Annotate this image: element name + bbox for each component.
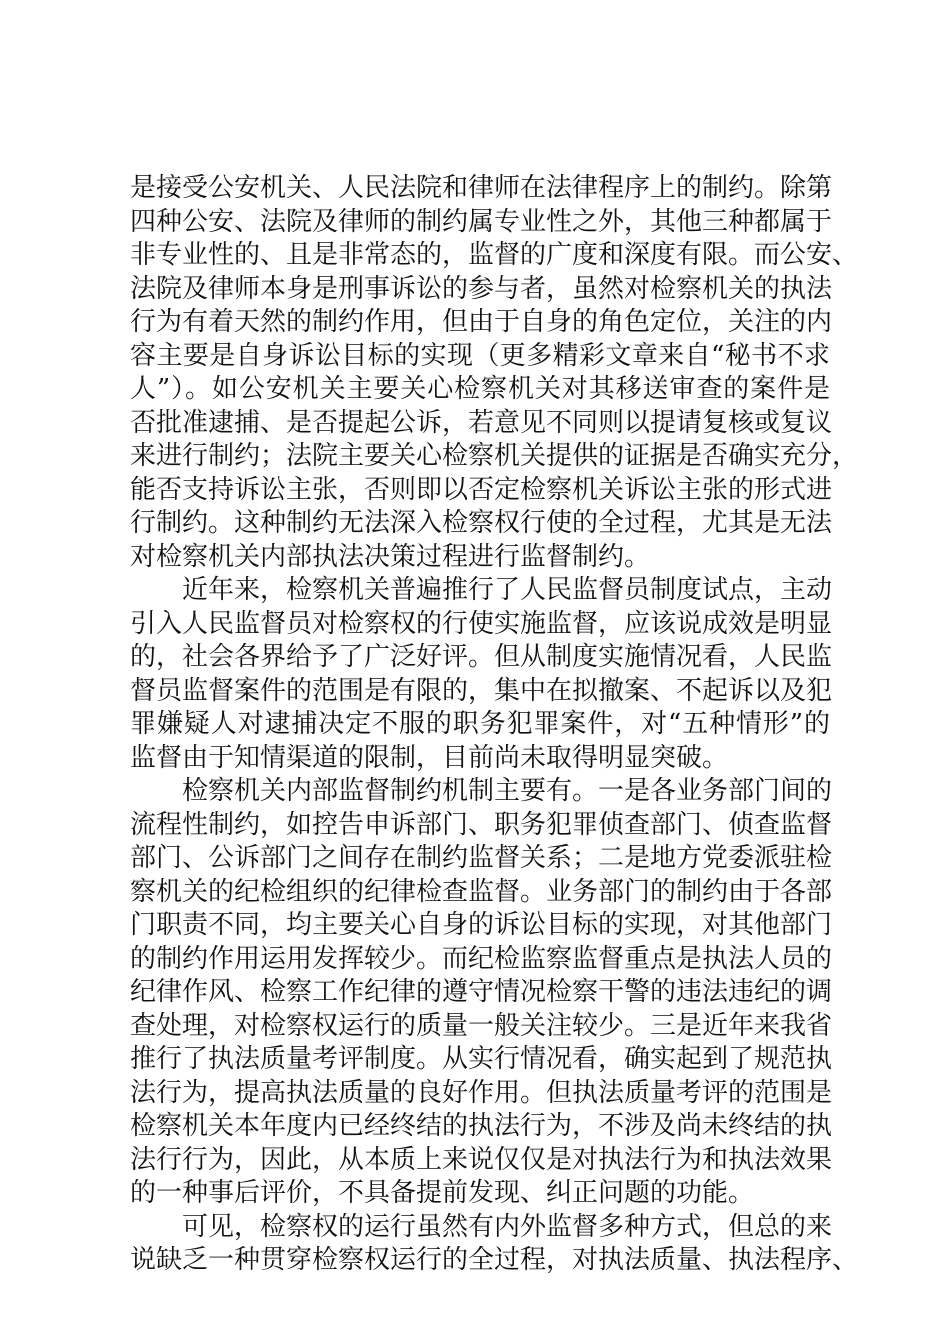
paragraph-2-line-6: 监督由于知情渠道的限制，目前尚未取得明显突破。 (130, 742, 729, 773)
paragraph-1-line-11: 行制约。这种制约无法深入检察权行使的全过程，尤其是无法 (130, 508, 833, 538)
paragraph-1-line-2: 四种公安、法院及律师的制约属专业性之外，其他三种都属于 (130, 206, 833, 237)
paragraph-3-line-2: 流程性制约，如控告申诉部门、职务犯罪侦查部门、侦查监督 (130, 809, 833, 840)
paragraph-2-line-4: 督员监督案件的范围是有限的，集中在拟撤案、不起诉以及犯 (130, 675, 833, 706)
paragraph-3-line-3: 部门、公诉部门之间存在制约监督关系；二是地方党委派驻检 (130, 843, 833, 873)
paragraph-3-line-5: 门职责不同，均主要关心自身的诉讼目标的实现，对其他部门 (130, 910, 833, 940)
document-body (130, 172, 859, 1278)
paragraph-1-line-10: 能否支持诉讼主张，否则即以否定检察机关诉讼主张的形式进 (130, 474, 833, 505)
paragraph-3-line-10: 法行为，提高执法质量的良好作用。但执法质量考评的范围是 (130, 1077, 833, 1108)
paragraph-1-line-6: 容主要是自身诉讼目标的实现（更多精彩文章来自“秘书不求 (130, 340, 830, 371)
paragraph-3-line-13: 的一种事后评价，不具备提前发现、纠正问题的功能。 (130, 1178, 755, 1208)
paragraph-1-line-1: 是接受公安机关、人民法院和律师在法律程序上的制约。除第 (130, 173, 833, 203)
paragraph-1-line-8: 否批准逮捕、是否提起公诉，若意见不同则以提请复核或复议 (130, 407, 833, 438)
paragraph-1-line-4: 法院及律师本身是刑事诉讼的参与者，虽然对检察机关的执法 (130, 273, 833, 304)
paragraph-4-line-1: 可见，检察权的运行虽然有内外监督多种方式，但总的来 (182, 1211, 833, 1242)
paragraph-3-line-1: 检察机关内部监督制约机制主要有。一是各业务部门间的 (182, 776, 833, 806)
paragraph-3-line-8: 查处理，对检察权运行的质量一般关注较少。三是近年来我省 (130, 1010, 833, 1041)
paragraph-1-line-9: 来进行制约；法院主要关心检察机关提供的证据是否确实充分， (130, 441, 859, 471)
paragraph-3-line-11: 检察机关本年度内已经终结的执法行为，不涉及尚未终结的执 (130, 1111, 833, 1141)
paragraph-3-line-7: 纪律作风、检察工作纪律的遵守情况检察干警的违法违纪的调 (130, 977, 833, 1007)
paragraph-1-line-3: 非专业性的、且是非常态的，监督的广度和深度有限。而公安、 (130, 240, 859, 270)
paragraph-2-line-2: 引入人民监督员对检察权的行使实施监督，应该说成效是明显 (130, 608, 833, 639)
paragraph-3-line-6: 的制约作用运用发挥较少。而纪检监察监督重点是执法人员的 (130, 943, 833, 974)
paragraph-3-line-9: 推行了执法质量考评制度。从实行情况看，确实起到了规范执 (130, 1044, 833, 1074)
paragraph-1-line-7: 人”）。如公安机关主要关心检察机关对其移送审查的案件是 (130, 374, 830, 404)
paragraph-1-line-5: 行为有着天然的制约作用，但由于自身的角色定位，关注的内 (130, 307, 833, 337)
paragraph-2-line-5: 罪嫌疑人对逮捕决定不服的职务犯罪案件，对“五种情形”的 (130, 709, 830, 739)
paragraph-2-line-3: 的，社会各界给予了广泛好评。但从制度实施情况看，人民监 (130, 642, 833, 672)
paragraph-1-line-12: 对检察机关内部执法决策过程进行监督制约。 (130, 541, 651, 572)
paragraph-3-line-12: 法行行为，因此，从本质上来说仅仅是对执法行为和执法效果 (130, 1144, 833, 1175)
paragraph-2-line-1: 近年来，检察机关普遍推行了人民监督员制度试点，主动 (182, 575, 833, 605)
paragraph-3-line-4: 察机关的纪检组织的纪律检查监督。业务部门的制约由于各部 (130, 876, 833, 907)
paragraph-4-line-2: 说缺乏一种贯穿检察权运行的全过程，对执法质量、执法程序、 (130, 1245, 859, 1275)
